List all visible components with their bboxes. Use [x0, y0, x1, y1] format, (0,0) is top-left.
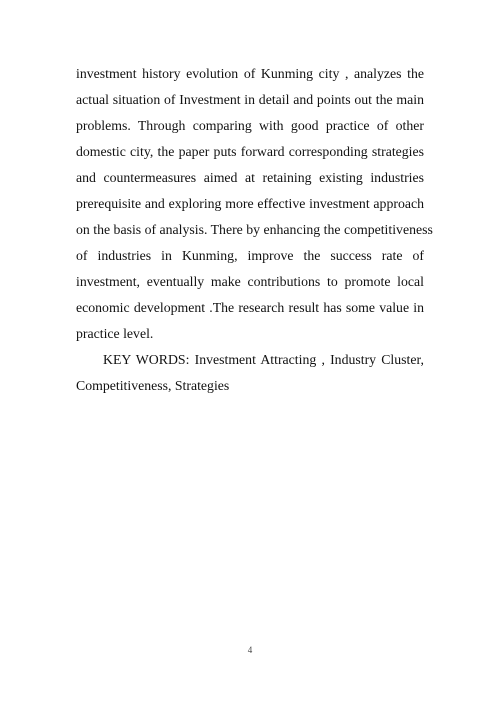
keywords-line-2: Competitiveness, Strategies: [76, 378, 230, 393]
abstract-line-5: and countermeasures aimed at retaining existing industries: [76, 170, 424, 185]
abstract-line-3: problems. Through comparing with good practice of other: [76, 118, 424, 133]
abstract-line-11: practice level.: [76, 326, 154, 341]
abstract-line-6: prerequisite and exploring more effective investment approach: [76, 196, 424, 211]
abstract-line-9: investment, eventually make contributions to promote local: [76, 274, 424, 289]
keywords-line-1: KEY WORDS: Investment Attracting , Industry Cluster,: [103, 352, 424, 367]
abstract-line-2: actual situation of Investment in detail and points out the main: [76, 92, 424, 107]
abstract-line-4: domestic city, the paper puts forward corresponding strategies: [76, 144, 424, 159]
abstract-line-8: of industries in Kunming, improve the success rate of: [76, 248, 424, 263]
page-number: 4: [247, 645, 253, 655]
abstract-body: [76, 61, 433, 399]
abstract-line-7: on the basis of analysis. There by enhancing the competitiveness: [76, 222, 433, 237]
abstract-line-1: investment history evolution of Kunming city , analyzes the: [76, 66, 424, 81]
abstract-line-10: economic development .The research result has some value in: [76, 300, 424, 315]
